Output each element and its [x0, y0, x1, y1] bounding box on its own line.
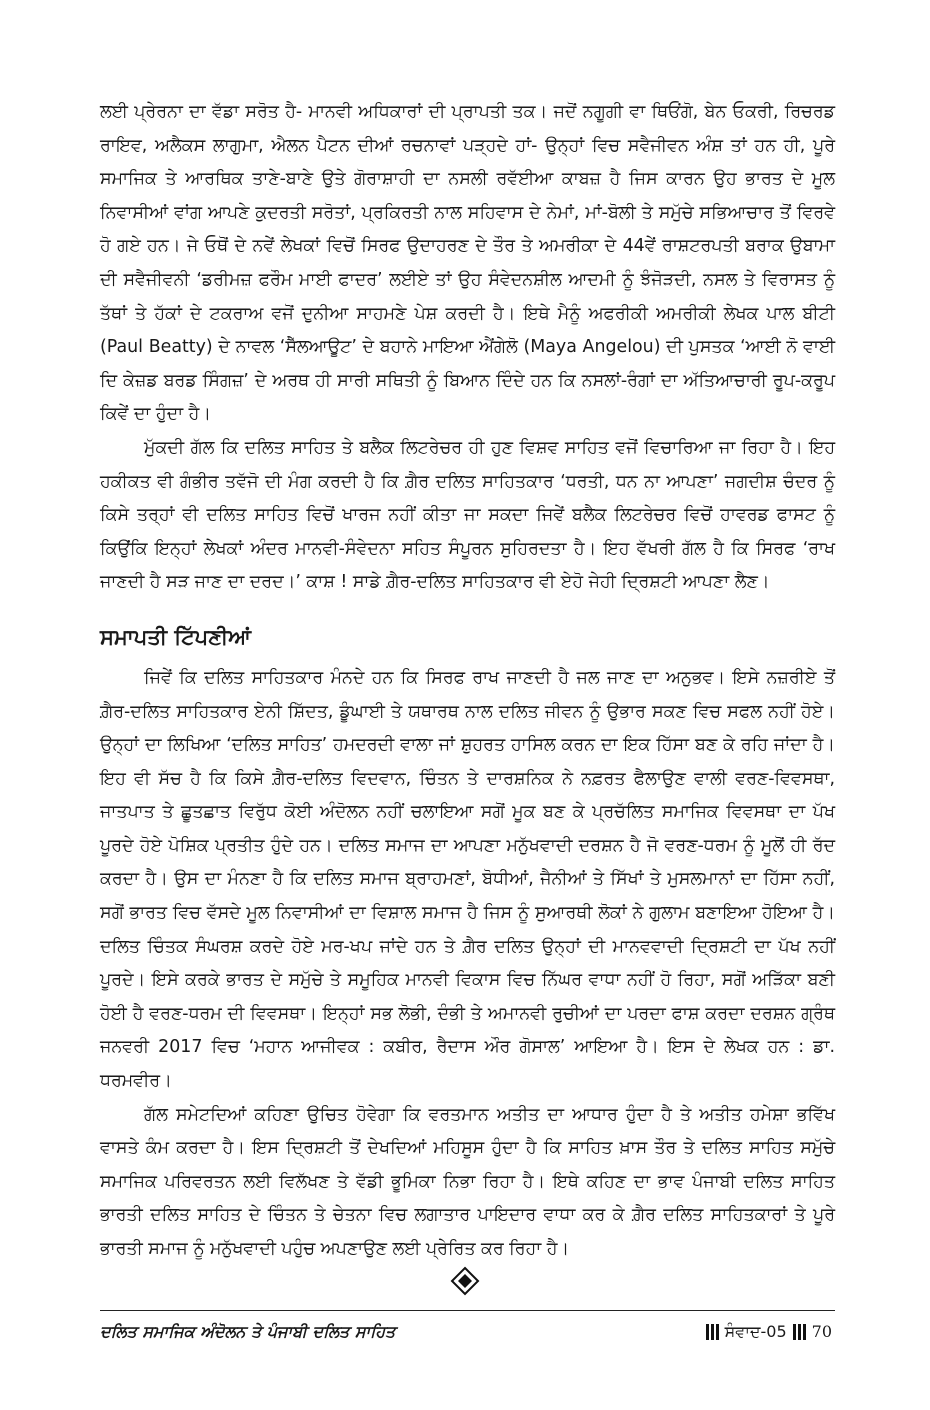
bars-icon: [706, 1324, 719, 1340]
paragraph-4: ਗੱਲ ਸਮੇਟਦਿਆਂ ਕਹਿਣਾ ਉਚਿਤ ਹੋਵੇਗਾ ਕਿ ਵਰਤਮਾਨ ਅਤੀਤ ਦਾ ਆਧਾਰ ਹੁੰਦਾ ਹੈ ਤੇ ਅਤੀਤ ਹਮੇਸ਼ਾ ਭਵਿੱਖ ਵਾਸਤੇ ਕੰਮ ਕਰਦਾ ਹੈ। ਇਸ ਦ੍ਰਿਸ਼ਟੀ ਤੋਂ ਦੇਖਦਿਆਂ ਮਹਿਸੂਸ ਹੁੰਦਾ ਹੈ ਕਿ ਸਾਹਿਤ ਖ਼ਾਸ ਤੌਰ ਤੇ ਦਲਿਤ ਸਾਹਿਤ ਸਮੁੱਚੇ ਸਮਾਜਿਕ ਪਰਿਵਰਤਨ ਲਈ ਵਿਲੱਖਣ ਤੇ ਵੱਡੀ ਭੂਮਿਕਾ ਨਿਭਾ ਰਿਹਾ ਹੈ। ਇਥੇ ਕਹਿਣ ਦਾ ਭਾਵ ਪੰਜਾਬੀ ਦਲਿਤ ਸਾਹਿਤ ਭਾਰਤੀ ਦਲਿਤ ਸਾਹਿਤ ਦੇ ਚਿੰਤਨ ਤੇ ਚੇਤਨਾ ਵਿਚ ਲਗਾਤਾਰ ਪਾਇਦਾਰ ਵਾਧਾ ਕਰ ਕੇ ਗ਼ੈਰ ਦਲਿਤ ਸਾਹਿਤਕਾਰਾਂ ਤੇ ਪੂਰੇ ਭਾਰਤੀ ਸਮਾਜ ਨੂੰ ਮਨੁੱਖਵਾਦੀ ਪਹੁੰਚ ਅਪਣਾਉਣ ਲਈ ਪ੍ਰੇਰਿਤ ਕਰ ਰਿਹਾ ਹੈ।: [100, 1104, 835, 1259]
journal-name: ਸੰਵਾਦ-05: [724, 1322, 787, 1341]
bars-icon: [793, 1324, 806, 1340]
paragraph-3: ਜਿਵੇਂ ਕਿ ਦਲਿਤ ਸਾਹਿਤਕਾਰ ਮੰਨਦੇ ਹਨ ਕਿ ਸਿਰਫ ਰਾਖ ਜਾਣਦੀ ਹੈ ਜਲ ਜਾਣ ਦਾ ਅਨੁਭਵ। ਇਸੇ ਨਜ਼ਰੀਏ ਤੋਂ ਗ਼ੈਰ-ਦਲਿਤ ਸਾਹਿਤਕਾਰ ਏਨੀ ਸ਼ਿੱਦਤ, ਡੂੰਘਾਈ ਤੇ ਯਥਾਰਥ ਨਾਲ ਦਲਿਤ ਜੀਵਨ ਨੂੰ ਉਭਾਰ ਸਕਣ ਵਿਚ ਸਫਲ ਨਹੀਂ ਹੋਏ। ਉਨ੍ਹਾਂ ਦਾ ਲਿਖਿਆ ‘ਦਲਿਤ ਸਾਹਿਤ’ ਹਮਦਰਦੀ ਵਾਲਾ ਜਾਂ ਸ਼ੁਹਰਤ ਹਾਸਿਲ ਕਰਨ ਦਾ ਇਕ ਹਿੱਸਾ ਬਣ ਕੇ ਰਹਿ ਜਾਂਦਾ ਹੈ। ਇਹ ਵੀ ਸੱਚ ਹੈ ਕਿ ਕਿਸੇ ਗ਼ੈਰ-ਦਲਿਤ ਵਿਦਵਾਨ, ਚਿੰਤਨ ਤੇ ਦਾਰਸ਼ਨਿਕ ਨੇ ਨਫ਼ਰਤ ਫੈਲਾਉਣ ਵਾਲੀ ਵਰਣ-ਵਿਵਸਥਾ, ਜਾਤਪਾਤ ਤੇ ਛੂਤਛਾਤ ਵਿਰੁੱਧ ਕੋਈ ਅੰਦੋਲਨ ਨਹੀਂ ਚਲਾਇਆ ਸਗੋਂ ਮੂਕ ਬਣ ਕੇ ਪ੍ਰਚੱਲਿਤ ਸਮਾਜਿਕ ਵਿਵਸਥਾ ਦਾ ਪੱਖ ਪੂਰਦੇ ਹੋਏ ਪੋਸ਼ਿਕ ਪ੍ਰਤੀਤ ਹੁੰਦੇ ਹਨ। ਦਲਿਤ ਸਮਾਜ ਦਾ ਆਪਣਾ ਮਨੁੱਖਵਾਦੀ ਦਰਸ਼ਨ ਹੈ ਜੋ ਵਰਣ-ਧਰਮ ਨੂੰ ਮੂਲੋਂ ਹੀ ਰੱਦ ਕਰਦਾ ਹੈ। ਉਸ ਦਾ ਮੰਨਣਾ ਹੈ ਕਿ ਦਲਿਤ ਸਮਾਜ ਬ੍ਰਾਹਮਣਾਂ, ਬੋਧੀਆਂ, ਜੈਨੀਆਂ ਤੇ ਸਿੱਖਾਂ ਤੇ ਮੁਸਲਮਾਨਾਂ ਦਾ ਹਿੱਸਾ ਨਹੀਂ, ਸਗੋਂ ਭਾਰਤ ਵਿਚ ਵੱਸਦੇ ਮੂਲ ਨਿਵਾਸੀਆਂ ਦਾ ਵਿਸ਼ਾਲ ਸਮਾਜ ਹੈ ਜਿਸ ਨੂੰ ਸੁਆਰਥੀ ਲੋਕਾਂ ਨੇ ਗੁਲਾਮ ਬਣਾਇਆ ਹੋਇਆ ਹੈ। ਦਲਿਤ ਚਿੰਤਕ ਸੰਘਰਸ਼ ਕਰਦੇ ਹੋਏ ਮਰ-ਖਪ ਜਾਂਦੇ ਹਨ ਤੇ ਗ਼ੈਰ ਦਲਿਤ ਉਨ੍ਹਾਂ ਦੀ ਮਾਨਵਵਾਦੀ ਦ੍ਰਿਸ਼ਟੀ ਦਾ ਪੱਖ ਨਹੀਂ ਪੂਰਦੇ। ਇਸੇ ਕਰਕੇ ਭਾਰਤ ਦੇ ਸਮੁੱਚੇ ਤੇ ਸਮੂਹਿਕ ਮਾਨਵੀ ਵਿਕਾਸ ਵਿਚ ਨਿੱਘਰ ਵਾਧਾ ਨਹੀਂ ਹੋ ਰਿਹਾ, ਸਗੋਂ ਅੜਿੱਕਾ ਬਣੀ ਹੋਈ ਹੈ ਵਰਣ-ਧਰਮ ਦੀ ਵਿਵਸਥਾ। ਇਨ੍ਹਾਂ ਸਭ ਲੋਭੀ, ਦੰਭੀ ਤੇ ਅਮਾਨਵੀ ਰੁਚੀਆਂ ਦਾ ਪਰਦਾ ਫਾਸ਼ ਕਰਦਾ ਦਰਸ਼ਨ ਗ੍ਰੰਥ ਜਨਵਰੀ 2017 ਵਿਚ ‘ਮਹਾਨ ਆਜੀਵਕ : ਕਬੀਰ, ਰੈਦਾਸ ਔਰ ਗੋਸਾਲ’ ਆਇਆ ਹੈ। ਇਸ ਦੇ ਲੇਖਕ ਹਨ : ਡਾ. ਧਰਮਵੀਰ।: [100, 667, 835, 1092]
section-heading: ਸਮਾਪਤੀ ਟਿੱਪਣੀਆਂ: [100, 624, 252, 649]
footer-rule: [100, 1310, 835, 1311]
paragraph-2: ਮੁੱਕਦੀ ਗੱਲ ਕਿ ਦਲਿਤ ਸਾਹਿਤ ਤੇ ਬਲੈਕ ਲਿਟਰੇਚਰ ਹੀ ਹੁਣ ਵਿਸ਼ਵ ਸਾਹਿਤ ਵਜੋਂ ਵਿਚਾਰਿਆ ਜਾ ਰਿਹਾ ਹੈ। ਇਹ ਹਕੀਕਤ ਵੀ ਗੰਭੀਰ ਤਵੱਜੋ ਦੀ ਮੰਗ ਕਰਦੀ ਹੈ ਕਿ ਗ਼ੈਰ ਦਲਿਤ ਸਾਹਿਤਕਾਰ ‘ਧਰਤੀ, ਧਨ ਨਾ ਆਪਣਾ’ ਜਗਦੀਸ਼ ਚੰਦਰ ਨੂੰ ਕਿਸੇ ਤਰ੍ਹਾਂ ਵੀ ਦਲਿਤ ਸਾਹਿਤ ਵਿਚੋਂ ਖਾਰਜ ਨਹੀਂ ਕੀਤਾ ਜਾ ਸਕਦਾ ਜਿਵੇਂ ਬਲੈਕ ਲਿਟਰੇਚਰ ਵਿਚੋਂ ਹਾਵਰਡ ਫਾਸਟ ਨੂੰ ਕਿਉਂਕਿ ਇਨ੍ਹਾਂ ਲੇਖਕਾਂ ਅੰਦਰ ਮਾਨਵੀ-ਸੰਵੇਦਨਾ ਸਹਿਤ ਸੰਪੂਰਨ ਸੁਹਿਰਦਤਾ ਹੈ। ਇਹ ਵੱਖਰੀ ਗੱਲ ਹੈ ਕਿ ਸਿਰਫ ‘ਰਾਖ ਜਾਣਦੀ ਹੈ ਸੜ ਜਾਣ ਦਾ ਦਰਦ।’ ਕਾਸ਼ ! ਸਾਡੇ ਗ਼ੈਰ-ਦਲਿਤ ਸਾਹਿਤਕਾਰ ਵੀ ਏਹੋ ਜੇਹੀ ਦ੍ਰਿਸ਼ਟੀ ਆਪਣਾ ਲੈਣ।: [100, 437, 835, 593]
page-body: [100, 96, 835, 1267]
paragraph-1: ਲਈ ਪ੍ਰੇਰਨਾ ਦਾ ਵੱਡਾ ਸਰੋਤ ਹੈ- ਮਾਨਵੀ ਅਧਿਕਾਰਾਂ ਦੀ ਪ੍ਰਾਪਤੀ ਤਕ। ਜਦੋਂ ਨਗੂਗੀ ਵਾ ਥਿਓਂਗੋ, ਬੇਨ ਓਕਰੀ, ਰਿਚਰਡ ਰਾਇਵ, ਅਲੈਕਸ ਲਾਗੁਮਾ, ਐਲਨ ਪੈਟਨ ਦੀਆਂ ਰਚਨਾਵਾਂ ਪੜ੍ਹਦੇ ਹਾਂ- ਉਨ੍ਹਾਂ ਵਿਚ ਸਵੈਜੀਵਨ ਅੰਸ਼ ਤਾਂ ਹਨ ਹੀ, ਪੂਰੇ ਸਮਾਜਿਕ ਤੇ ਆਰਥਿਕ ਤਾਣੇ-ਬਾਣੇ ਉਤੇ ਗੋਰਾਸ਼ਾਹੀ ਦਾ ਨਸਲੀ ਰਵੱਈਆ ਕਾਬਜ਼ ਹੈ ਜਿਸ ਕਾਰਨ ਉਹ ਭਾਰਤ ਦੇ ਮੂਲ ਨਿਵਾਸੀਆਂ ਵਾਂਗ ਆਪਣੇ ਕੁਦਰਤੀ ਸਰੋਤਾਂ, ਪ੍ਰਕਿਰਤੀ ਨਾਲ ਸਹਿਵਾਸ ਦੇ ਨੇਮਾਂ, ਮਾਂ-ਬੋਲੀ ਤੇ ਸਮੁੱਚੇ ਸਭਿਆਚਾਰ ਤੋਂ ਵਿਰਵੇ ਹੋ ਗਏ ਹਨ। ਜੇ ਓਥੋਂ ਦੇ ਨਵੇਂ ਲੇਖਕਾਂ ਵਿਚੋਂ ਸਿਰਫ ਉਦਾਹਰਣ ਦੇ ਤੌਰ ਤੇ ਅਮਰੀਕਾ ਦੇ 44ਵੇਂ ਰਾਸ਼ਟਰਪਤੀ ਬਰਾਕ ਉਬਾਮਾ ਦੀ ਸਵੈਜੀਵਨੀ ‘ਡਰੀਮਜ਼ ਫਰੌਮ ਮਾਈ ਫਾਦਰ’ ਲਈਏ ਤਾਂ ਉਹ ਸੰਵੇਦਨਸ਼ੀਲ ਆਦਮੀ ਨੂੰ ਝੰਜੋੜਦੀ, ਨਸਲ ਤੇ ਵਿਰਾਸਤ ਨੂੰ ਤੱਥਾਂ ਤੇ ਹੱਕਾਂ ਦੇ ਟਕਰਾਅ ਵਜੋਂ ਦੁਨੀਆ ਸਾਹਮਣੇ ਪੇਸ਼ ਕਰਦੀ ਹੈ। ਇਥੇ ਮੈਨੂੰ ਅਫਰੀਕੀ ਅਮਰੀਕੀ ਲੇਖਕ ਪਾਲ ਬੀਟੀ (Paul Beatty) ਦੇ ਨਾਵਲ ‘ਸੈੱਲਆਊਟ’ ਦੇ ਬਹਾਨੇ ਮਾਇਆ ਐਂਗੇਲੋ (Maya Angelou) ਦੀ ਪੁਸਤਕ ‘ਆਈ ਨੋ ਵਾਈ ਦਿ ਕੇਜ਼ਡ ਬਰਡ ਸਿੰਗਜ਼’ ਦੇ ਅਰਥ ਹੀ ਸਾਰੀ ਸਥਿਤੀ ਨੂੰ ਬਿਆਨ ਦਿੰਦੇ ਹਨ ਕਿ ਨਸਲਾਂ-ਰੰਗਾਂ ਦਾ ਅੱਤਿਆਚਾਰੀ ਰੂਪ-ਕਰੂਪ ਕਿਵੇਂ ਦਾ ਹੁੰਦਾ ਹੈ।: [100, 102, 835, 425]
running-footer-title: ਦਲਿਤ ਸਮਾਜਿਕ ਅੰਦੋਲਨ ਤੇ ਪੰਜਾਬੀ ਦਲਿਤ ਸਾਹਿਤ: [100, 1322, 396, 1341]
diamond-ornament-icon: [450, 1266, 480, 1296]
page-number: 70: [811, 1322, 832, 1341]
footer-page-info: [706, 1320, 832, 1344]
